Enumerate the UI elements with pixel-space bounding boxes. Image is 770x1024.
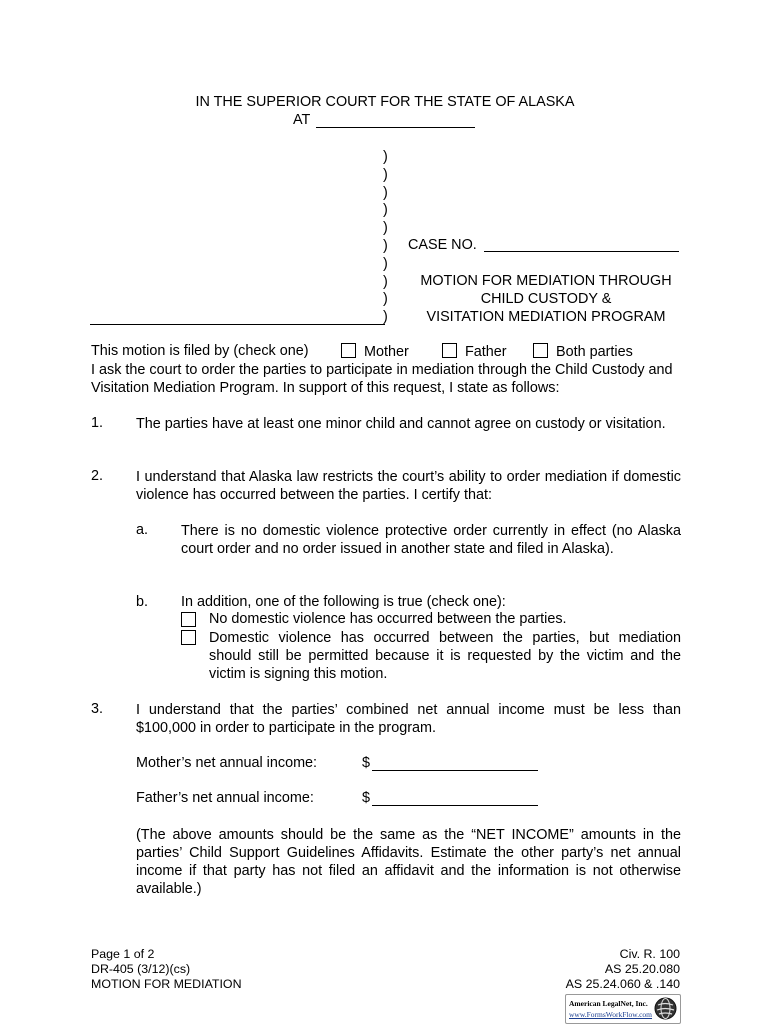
motion-title-line: CHILD CUSTODY & bbox=[480, 291, 612, 307]
logo-company: American LegalNet, Inc. bbox=[569, 999, 648, 1008]
filed-by-both[interactable] bbox=[533, 343, 633, 360]
paren: ) bbox=[383, 220, 388, 237]
motion-title-line: VISITATION MEDIATION PROGRAM bbox=[426, 309, 666, 325]
paren: ) bbox=[383, 149, 388, 165]
dv-option-occurred-label: Domestic violence has occurred between the parties, but mediation should still be permitted because it is requested by the victim and the victim is signing this motion. bbox=[209, 630, 681, 682]
motion-title bbox=[410, 272, 682, 326]
paren: ) bbox=[383, 309, 388, 326]
court-name: IN THE SUPERIOR COURT FOR THE STATE OF ALASKA bbox=[195, 94, 575, 110]
item-letter: b. bbox=[136, 594, 149, 610]
dv-option-none-label: No domestic violence has occurred between the parties. bbox=[209, 611, 567, 627]
filed-by-label: This motion is filed by (check one) bbox=[91, 343, 309, 359]
option-label: Both parties bbox=[556, 344, 633, 360]
item-number: 1. bbox=[91, 415, 104, 431]
item-2b-text: In addition, one of the following is true (check one): bbox=[181, 594, 506, 610]
globe-icon bbox=[654, 997, 677, 1020]
paren: ) bbox=[383, 273, 388, 290]
form-number: DR-405 (3/12)(cs) bbox=[91, 962, 191, 976]
item-letter: a. bbox=[136, 522, 149, 538]
footer-left bbox=[91, 947, 242, 992]
mother-income-label: Mother’s net annual income: bbox=[136, 755, 318, 771]
dv-option-none[interactable] bbox=[181, 612, 204, 629]
case-number-line[interactable] bbox=[484, 251, 679, 252]
paren: ) bbox=[383, 291, 388, 308]
case-no-label: CASE NO. bbox=[408, 237, 477, 253]
item-number: 3. bbox=[91, 701, 104, 717]
item-3-text: I understand that the parties’ combined net annual income must be less than $100,000 in order to participate in the program. bbox=[136, 702, 681, 736]
party-names-line[interactable] bbox=[90, 324, 385, 325]
paren: ) bbox=[383, 184, 388, 201]
court-location bbox=[293, 112, 310, 128]
option-label: Mother bbox=[364, 344, 409, 360]
checkbox-mother[interactable] bbox=[341, 343, 356, 358]
intro-paragraph bbox=[91, 361, 683, 397]
paren: ) bbox=[383, 237, 388, 254]
filed-by-father[interactable] bbox=[442, 343, 507, 360]
item-2a-text: There is no domestic violence protective order currently in effect (no Alaska court order and no order issued in another state and filed in Alaska). bbox=[181, 523, 681, 557]
checkbox-both-parties[interactable] bbox=[533, 343, 548, 358]
statute: AS 25.24.060 & .140 bbox=[565, 977, 680, 991]
dv-option-occurred[interactable] bbox=[181, 630, 204, 647]
publisher-logo bbox=[565, 994, 681, 1024]
caption-parentheses bbox=[383, 149, 388, 327]
statute: AS 25.20.080 bbox=[604, 962, 680, 976]
checkbox-no-dv[interactable] bbox=[181, 612, 196, 627]
option-label: Father bbox=[465, 344, 507, 360]
income-note: (The above amounts should be the same as the “NET INCOME” amounts in the parties’ Child Support Guidelines Affidavits. Estimate the other party’s net annual income if that party has not filed an affidavit and the information is not otherwise available.) bbox=[136, 827, 681, 897]
paren: ) bbox=[383, 255, 388, 272]
father-income-field[interactable] bbox=[372, 805, 538, 806]
civil-rule: Civ. R. 100 bbox=[619, 947, 680, 961]
location-blank-line[interactable] bbox=[316, 127, 475, 128]
at-label: AT bbox=[293, 112, 311, 128]
father-income-label: Father’s net annual income: bbox=[136, 790, 314, 806]
item-1-text: The parties have at least one minor child and cannot agree on custody or visitation. bbox=[136, 416, 666, 432]
footer-right bbox=[480, 947, 680, 992]
paren: ) bbox=[383, 166, 388, 183]
form-name: MOTION FOR MEDIATION bbox=[91, 977, 242, 991]
item-number: 2. bbox=[91, 468, 104, 484]
paren: ) bbox=[383, 202, 388, 219]
court-heading bbox=[0, 94, 770, 110]
checkbox-father[interactable] bbox=[442, 343, 457, 358]
motion-title-line: MOTION FOR MEDIATION THROUGH bbox=[420, 273, 672, 289]
mother-income-field[interactable] bbox=[372, 770, 538, 771]
item-2-text: I understand that Alaska law restricts the court’s ability to order mediation if domestic violence has occurred between the parties. I certify that: bbox=[136, 469, 681, 503]
filed-by-mother[interactable] bbox=[341, 343, 409, 360]
dollar-sign: $ bbox=[362, 755, 371, 771]
checkbox-dv-occurred[interactable] bbox=[181, 630, 196, 645]
filed-by-row bbox=[91, 343, 309, 359]
case-number bbox=[408, 237, 477, 253]
intro-text: I ask the court to order the parties to participate in mediation through the Child Custody and Visitation Mediation Program. In support of this request, I state as follows: bbox=[91, 362, 673, 396]
logo-url: www.FormsWorkFlow.com bbox=[569, 1010, 653, 1019]
page-number: Page 1 of 2 bbox=[91, 947, 155, 961]
dollar-sign: $ bbox=[362, 790, 371, 806]
